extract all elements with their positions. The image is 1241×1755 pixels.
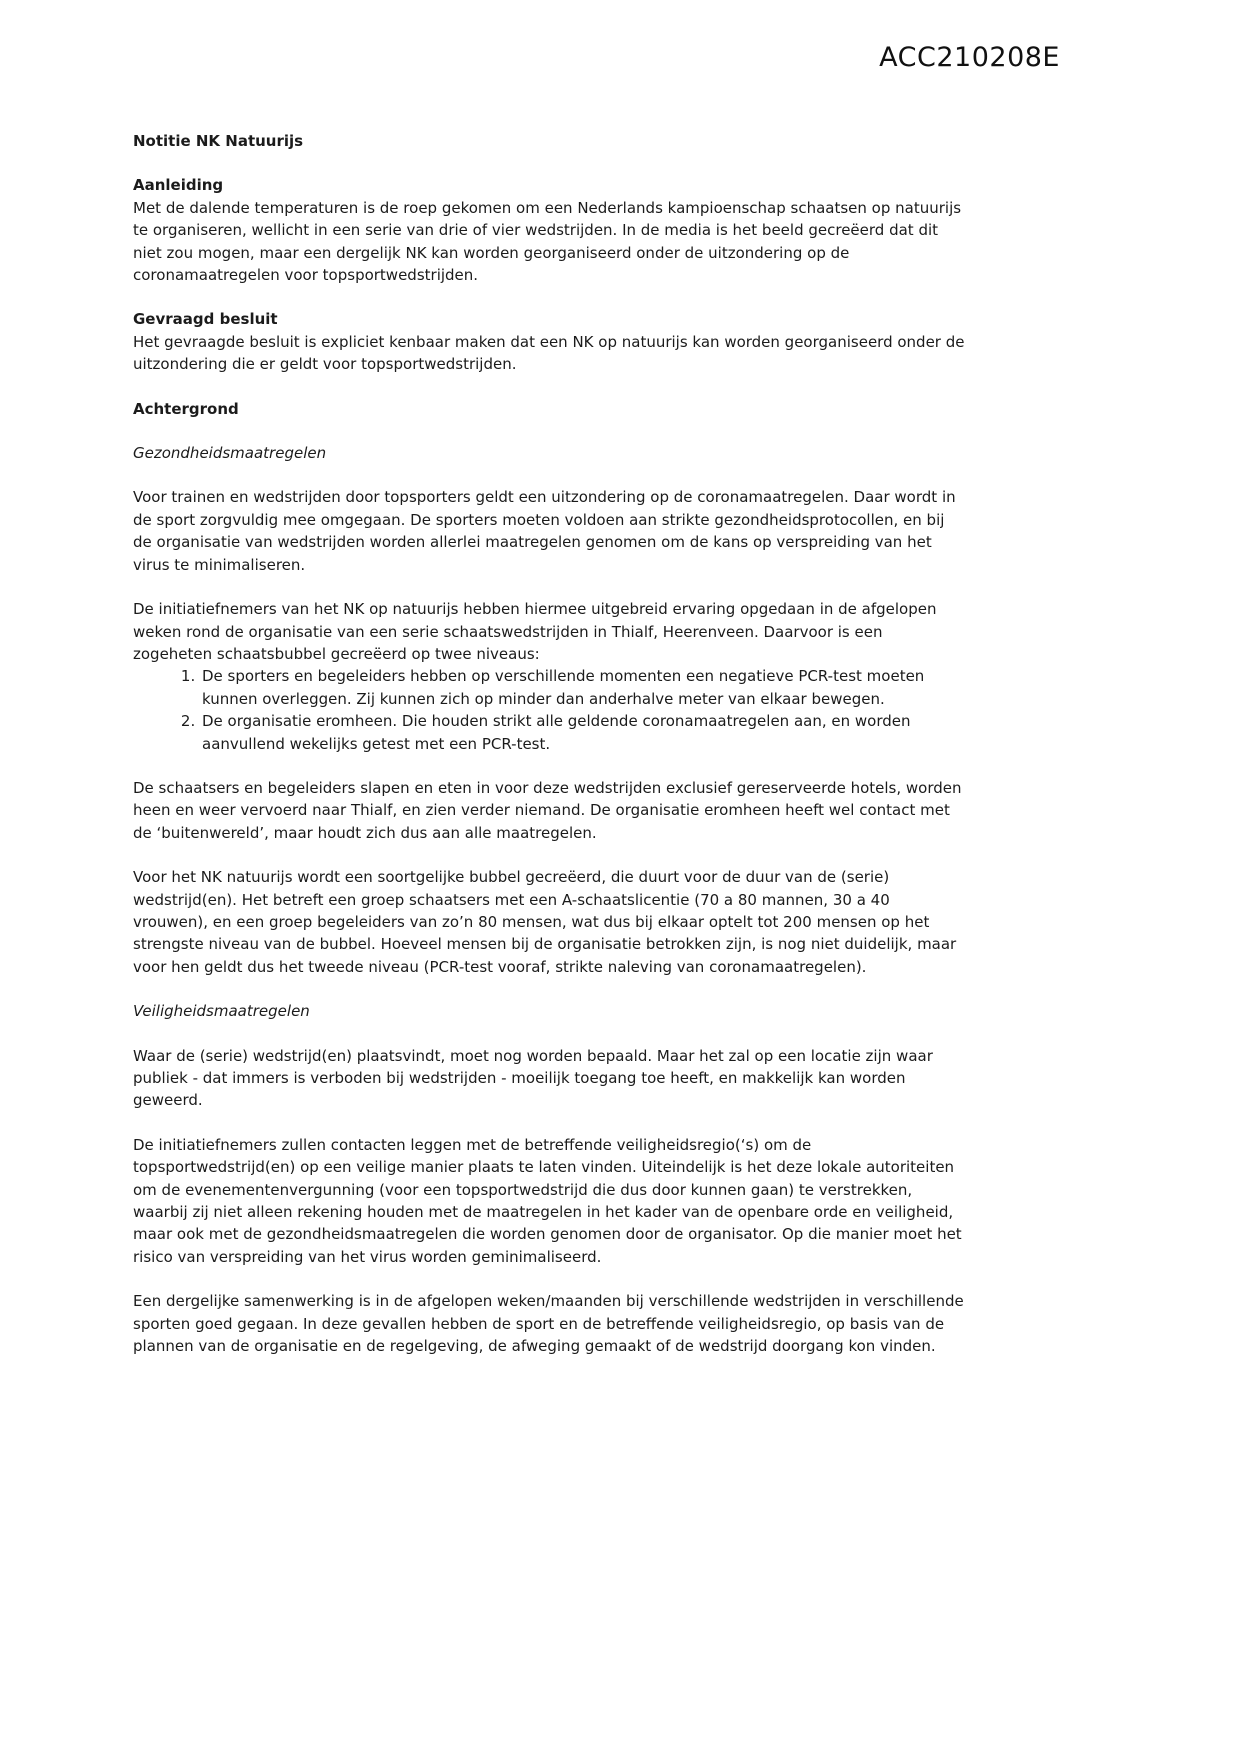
section-aanleiding: [133, 174, 965, 286]
subsection-heading-gezondheidsmaatregelen: Gezondheidsmaatregelen: [133, 444, 327, 463]
paragraph-gezondheid-3: De schaatsers en begeleiders slapen en eten in voor deze wedstrijden exclusief gereserveerde hotels, worden heen en weer vervoerd naar Thialf, en zien verder niemand. De organisatie eromheen heeft wel contact met de ‘buitenwereld’, maar houdt zich dus aan alle maatregelen.: [133, 778, 962, 842]
section-heading-gevraagd-besluit: Gevraagd besluit: [133, 310, 278, 329]
section-gevraagd-besluit: [133, 308, 965, 375]
paragraph-gevraagd-besluit: Het gevraagde besluit is expliciet kenbaar maken dat een NK op natuurijs kan worden georganiseerd onder de uitzondering die er geldt voor topsportwedstrijden.: [133, 332, 965, 374]
paragraph-veiligheid-1: Waar de (serie) wedstrijd(en) plaatsvindt, moet nog worden bepaald. Maar het zal op een locatie zijn waar publiek - dat immers is verboden bij wedstrijden - moeilijk toegang toe heeft, en makkelijk kan worden geweerd.: [133, 1046, 933, 1110]
document-body: [133, 130, 965, 1379]
section-heading-achtergrond: Achtergrond: [133, 399, 239, 418]
paragraph-gezondheid-1: Voor trainen en wedstrijden door topsporters geldt een uitzondering op de coronamaatregelen. Daar wordt in de sport zorgvuldig mee omgegaan. De sporters moeten voldoen aan strikte gezondheidsprotocollen, en bij de organisatie van wedstrijden worden allerlei maatregelen genomen om de kans op verspreiding van het virus te minimaliseren.: [133, 488, 956, 574]
bubble-levels-list: [133, 665, 965, 755]
document-code: ACC210208E: [879, 42, 1060, 73]
subsection-heading-veiligheidsmaatregelen: Veiligheidsmaatregelen: [133, 1002, 310, 1021]
document-title: Notitie NK Natuurijs: [133, 132, 304, 150]
paragraph-gezondheid-2: De initiatiefnemers van het NK op natuurijs hebben hiermee uitgebreid ervaring opgedaan in de afgelopen weken rond de organisatie van een serie schaatswedstrijden in Thialf, Heerenveen. Daarvoor is een zogeheten schaatsbubbel gecreëerd op twee niveaus:: [133, 600, 937, 663]
paragraph-gezondheid-4: Voor het NK natuurijs wordt een soortgelijke bubbel gecreëerd, die duurt voor de duur van de (serie) wedstrijd(en). Het betreft een groep schaatsers met een A-schaatslicentie (70 a 80 mannen, 30 a 40 vrouwen), en een groep begeleiders van zo’n 80 mensen, wat dus bij elkaar optelt tot 200 mensen op het strengste niveau van de bubbel. Hoeveel mensen bij de organisatie betrokken zijn, is nog niet duidelijk, maar voor hen geldt dus het tweede niveau (PCR-test vooraf, strikte naleving van coronamaatregelen).: [133, 868, 957, 976]
section-heading-aanleiding: Aanleiding: [133, 176, 224, 195]
section-achtergrond: [133, 398, 965, 1358]
paragraph-aanleiding: Met de dalende temperaturen is de roep gekomen om een Nederlands kampioenschap schaatsen op natuurijs te organiseren, wellicht in een serie van drie of vier wedstrijden. In de media is het beeld gecreëerd dat dit niet zou mogen, maar een dergelijk NK kan worden georganiseerd onder de uitzondering op de coronamaatregelen voor topsportwedstrijden.: [133, 198, 962, 285]
paragraph-veiligheid-2: De initiatiefnemers zullen contacten leggen met de betreffende veiligheidsregio(‘s) om de topsportwedstrijd(en) op een veilige manier plaats te laten vinden. Uiteindelijk is het deze lokale autoriteiten om de evenementenvergunning (voor een topsportwedstrijd die dus door kunnen gaan) te verstrekken, waarbij zij niet alleen rekening houden met de maatregelen in het kader van de openbare orde en veiligheid, maar ook met de gezondheidsmaatregelen die worden genomen door de organisator. Op die manier moet het risico van verspreiding van het virus worden geminimaliseerd.: [133, 1135, 962, 1266]
list-item: 1. De sporters en begeleiders hebben op verschillende momenten een negatieve PCR-test moeten kunnen overleggen. Zij kunnen zich op minder dan anderhalve meter van elkaar bewegen.: [200, 665, 965, 710]
list-item: 2. De organisatie eromheen. Die houden strikt alle geldende coronamaatregelen aan, en worden aanvullend wekelijks getest met een PCR-test.: [200, 710, 965, 755]
paragraph-veiligheid-3: Een dergelijke samenwerking is in de afgelopen weken/maanden bij verschillende wedstrijden in verschillende sporten goed gegaan. In deze gevallen hebben de sport en de betreffende veiligheidsregio, op basis van de plannen van de organisatie en de regelgeving, de afweging gemaakt of de wedstrijd doorgang kon vinden.: [133, 1292, 964, 1356]
